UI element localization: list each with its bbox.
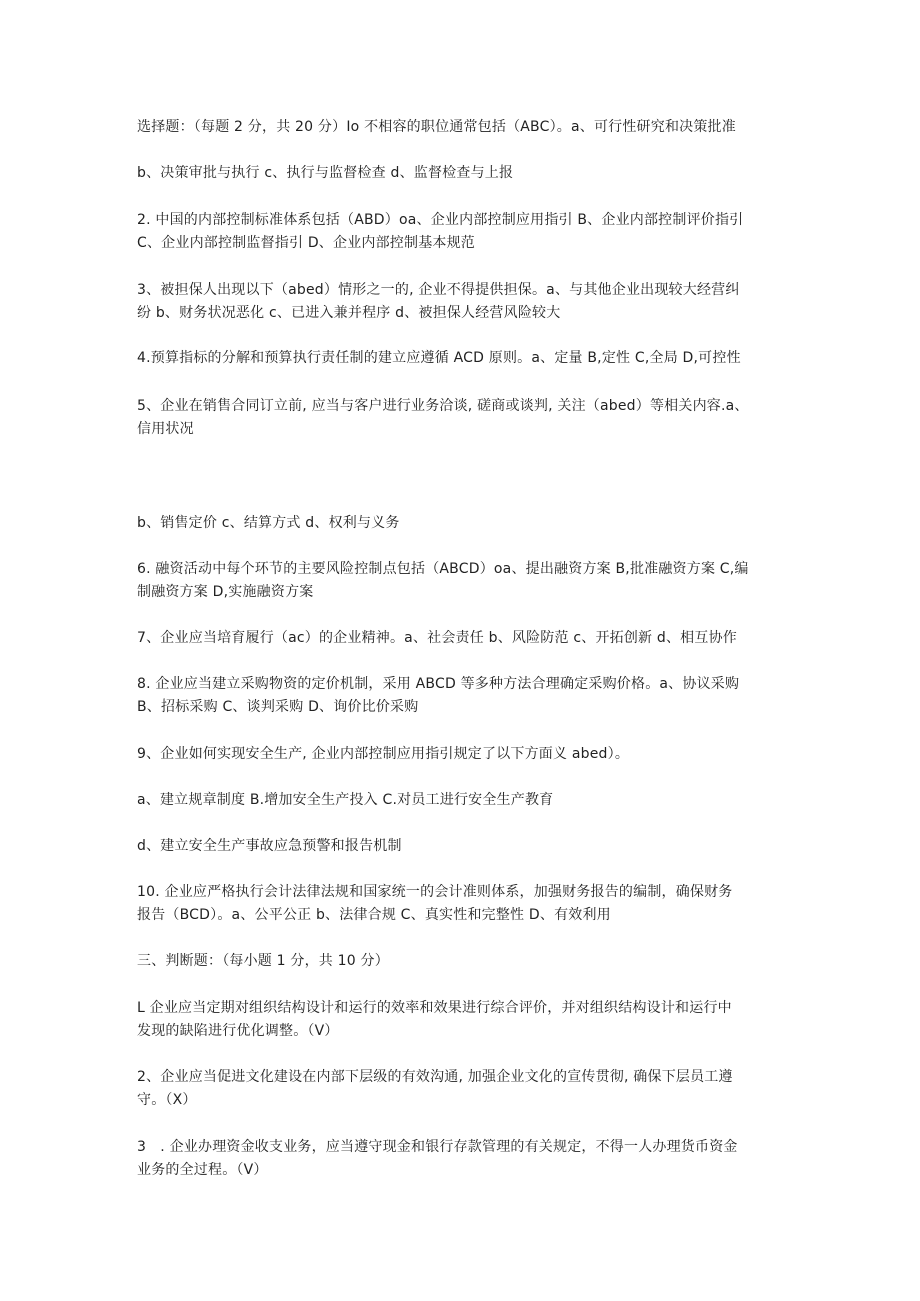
text-line: 报告（BCD）。a、公平公正 b、法律合规 C、真实性和完整性 D、有效利用 [137,907,611,923]
paragraph-q7 [137,627,787,650]
text-line: b、决策审批与执行 c、执行与监督检查 d、监督检查与上报 [137,165,514,181]
text-line: 制融资方案 D,实施融资方案 [137,584,314,600]
text-line: 纷 b、财务状况恶化 c、已进入兼并程序 d、被担保人经营风险较大 [137,305,561,321]
text-line: 7、企业应当培育履行（ac）的企业精神。a、社会责任 b、风险防范 c、开拓创新 d、相互协作 [137,630,737,646]
paragraph-tf1 [137,997,787,1043]
text-line: 6. 融资活动中每个环节的主要风险控制点包括（ABCD）oa、提出融资方案 B,批准融资方案 C,编 [137,561,749,577]
text-line: 3 . 企业办理资金收支业务，应当遵守现金和银行存款管理的有关规定，不得一人办理货币资金 [137,1139,738,1155]
paragraph-q4 [137,347,787,370]
paragraph-q1-options [137,162,787,185]
text-line: B、招标采购 C、谈判采购 D、询价比价采购 [137,699,419,715]
paragraph-q3 [137,279,787,325]
text-line: C、企业内部控制监督指引 D、企业内部控制基本规范 [137,235,476,251]
paragraph-intro-q1 [137,116,787,139]
text-line: 3、被担保人出现以下（abed）情形之一的, 企业不得提供担保。a、与其他企业出现较大经营纠 [137,282,740,298]
paragraph-q2 [137,209,787,255]
text-line: 三、判断题：（每小题 1 分，共 10 分） [137,953,389,969]
text-line: a、建立规章制度 B.增加安全生产投入 C.对员工进行安全生产教育 [137,792,554,808]
section-heading-true-false [137,950,787,973]
text-line: b、销售定价 c、结算方式 d、权利与义务 [137,515,400,531]
text-line: 2、企业应当促进文化建设在内部下层级的有效沟通, 加强企业文化的宣传贯彻, 确保下层员工遵 [137,1069,733,1085]
paragraph-q9 [137,743,787,766]
text-line: 业务的全过程。（V） [137,1162,268,1178]
text-line: 信用状况 [137,421,194,437]
text-line: L 企业应当定期对组织结构设计和运行的效率和效果进行综合评价，并对组织结构设计和运行中 [137,1000,732,1016]
text-line: 选择题：（每题 2 分，共 20 分）Io 不相容的职位通常包括（ABC）。a、可行性研究和决策批准 [137,119,736,135]
paragraph-q10 [137,881,787,927]
paragraph-q9-options-a [137,789,787,812]
text-line: 9、企业如何实现安全生产, 企业内部控制应用指引规定了以下方面义 abed）。 [137,746,630,762]
paragraph-q8 [137,673,787,719]
text-line: 8. 企业应当建立采购物资的定价机制，采用 ABCD 等多种方法合理确定采购价格。a、协议采购 [137,676,740,692]
paragraph-tf3 [137,1136,787,1182]
text-line: 4.预算指标的分解和预算执行责任制的建立应遵循 ACD 原则。a、定量 B,定性 C,全局 D,可控性 [137,350,741,366]
text-line: 2. 中国的内部控制标准体系包括（ABD）oa、企业内部控制应用指引 B、企业内部控制评价指引 [137,212,744,228]
paragraph-q9-options-d [137,835,787,858]
text-line: 5、企业在销售合同订立前, 应当与客户进行业务洽谈, 磋商或谈判, 关注（abed）等相关内容.a、 [137,398,749,414]
paragraph-q5-options [137,512,787,535]
paragraph-tf2 [137,1066,787,1112]
text-line: 守。（X） [137,1092,197,1108]
text-line: 10. 企业应严格执行会计法律法规和国家统一的会计准则体系，加强财务报告的编制，确保财务 [137,884,733,900]
text-line: 发现的缺陷进行优化调整。（V） [137,1023,339,1039]
paragraph-q6 [137,558,787,604]
paragraph-q5 [137,395,787,441]
text-line: d、建立安全生产事故应急预警和报告机制 [137,838,402,854]
